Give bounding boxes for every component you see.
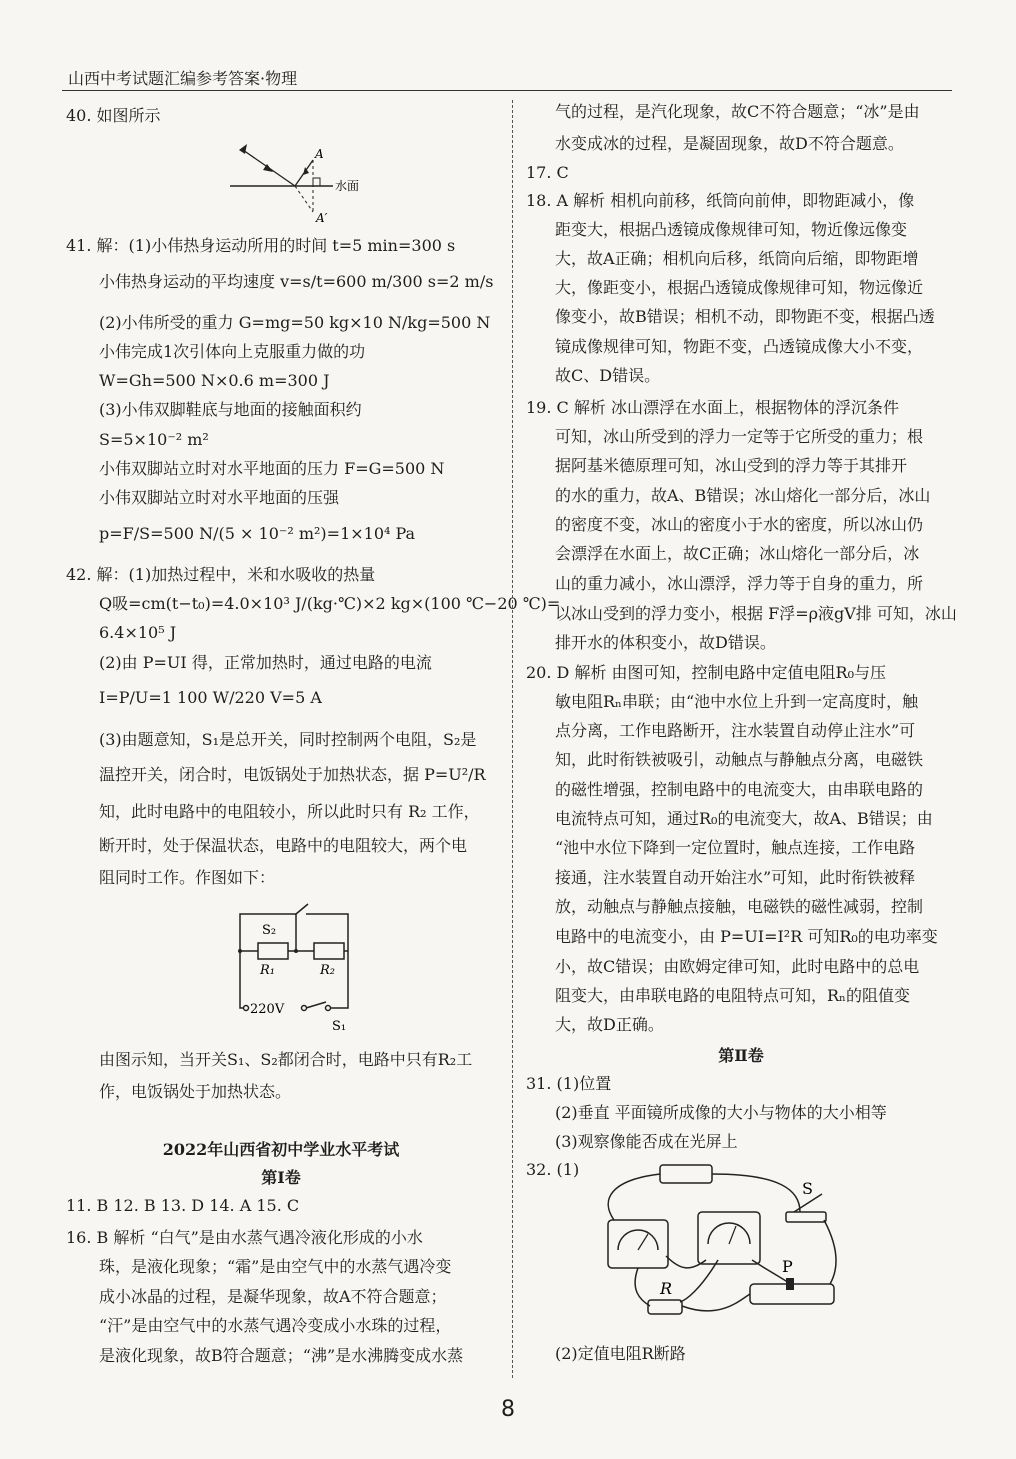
ammeter [608,1220,668,1268]
switch-s2-blade [296,904,308,914]
text-line: 温控开关，闭合时，电饭锅处于加热状态，据 P=U²/R [99,765,486,784]
text-line: 成小冰晶的过程，是凝华现象，故A不符合题意； [99,1287,447,1306]
answers-row: 11. B 12. B 13. D 14. A 15. C [66,1196,300,1215]
label-s2: S₂ [262,923,277,938]
text-line: 接通，注水装置自动开始注水”可知，此时衔铁被释 [555,868,916,887]
virtual-ray [295,186,313,212]
text-line: 小伟双脚站立时对水平地面的压力 F=G=500 N [99,459,445,478]
label-A: A [315,147,324,161]
text-line: 小伟热身运动的平均速度 v=s/t=600 m/300 s=2 m/s [99,272,494,291]
text-line: 据阿基米德原理可知，冰山受到的浮力等于其排开 [555,456,908,475]
section-title: 第Ⅱ卷 [718,1046,764,1065]
wire [712,1174,800,1212]
text-line: “池中水位下降到一定位置时，触点连接，工作电路 [555,838,916,857]
ammeter-scale [618,1230,658,1250]
terminal [244,1006,249,1011]
right-angle-mark [313,178,320,186]
wire [635,1268,650,1306]
label-p: P [782,1257,793,1276]
text-line: 点分离，工作电路断开，注水装置自动停止注水”可 [555,721,916,740]
wire [680,1260,718,1302]
text-line: 42. 解：(1)加热过程中，米和水吸收的热量 [66,565,376,584]
text-line: 阻变大，由串联电路的电阻特点可知，Rₙ的阻值变 [555,986,910,1005]
page-number: 8 [501,1397,515,1422]
text-line: 小伟完成1次引体向上克服重力做的功 [99,342,366,361]
text-line: (2)小伟所受的重力 G=mg=50 kg×10 N/kg=500 N [99,313,491,332]
text-line: 20. D 解析 由图可知，控制电路中定值电阻R₀与压 [526,663,886,682]
text-line: (2)定值电阻R断路 [555,1344,686,1363]
text-line: S=5×10⁻² m² [99,430,209,449]
circuit-apparatus-diagram [590,1160,850,1335]
section-title: 第Ⅰ卷 [261,1168,301,1187]
voltmeter [698,1212,760,1264]
header-rule [62,90,952,91]
text-line: 断开时，处于保温状态，电路中的电阻较大，两个电 [99,836,468,855]
text-line: 排开水的体积变小，故D错误。 [555,633,776,652]
wire [682,1294,750,1311]
label-r1: R₁ [260,963,275,978]
wire [666,1256,706,1268]
label-s1: S₁ [332,1019,347,1034]
text-line: 知，此时衔铁被吸引，动触点与静触点分离，电磁铁 [555,750,924,769]
label-r: R [660,1279,673,1298]
text-line: 以冰山受到的浮力变小，根据 F浮=ρ液gV排 可知，冰山 [555,604,957,623]
text-line: 大，故A正确；相机向后移，纸筒向后缩，即物距增 [555,249,919,268]
text-line: 可知，冰山所受到的浮力一定等于它所受的重力；根 [555,427,924,446]
text-line: Q吸=cm(t−t₀)=4.0×10³ J/(kg·℃)×2 kg×(100 ℃−20 ℃)= [99,594,561,613]
resistor-r1 [258,943,288,959]
text-line: 小，故C错误；由欧姆定律可知，此时电路中的总电 [555,957,920,976]
wire [824,1220,836,1284]
text-line: 知，此时电路中的电阻较小，所以此时只有 R₂ 工作， [99,802,480,821]
switch-base [786,1212,826,1222]
label-220v: 220V [250,1002,285,1017]
label-r2: R₂ [320,963,335,978]
battery [660,1165,712,1183]
text-line: 阻同时工作。作图如下： [99,868,276,887]
junction-dot [294,949,298,953]
label-s: S [802,1179,813,1198]
fixed-resistor [648,1300,682,1314]
text-line: 16. B 解析 “白气”是由水蒸气遇冷液化形成的小水 [66,1228,423,1247]
terminal [326,1006,331,1011]
column-divider [512,100,513,1378]
text-line: (3)由题意知，S₁是总开关，同时控制两个电阻，S₂是 [99,730,477,749]
resistor-r2 [314,943,344,959]
text-line: 镜成像规律可知，物距不变，凸透镜成像大小不变， [555,337,924,356]
exam-title: 2022年山西省初中学业水平考试 [162,1140,400,1159]
text-line: 水变成冰的过程，是凝固现象，故D不符合题意。 [555,134,904,153]
text-line: 的密度不变，冰山的密度小于水的密度，所以冰山仍 [555,515,924,534]
ammeter-needle [638,1234,648,1250]
text-line: (2)垂直 平面镜所成像的大小与物体的大小相等 [555,1103,887,1122]
text-line: 大，故D正确。 [555,1015,664,1034]
text-line: 像变小，故B错误；相机不动，即物距不变，根据凸透 [555,307,935,326]
text-line: 故C、D错误。 [555,366,661,385]
text-line: 大，像距变小，根据凸透镜成像规律可知，物远像近 [555,278,924,297]
text-line: (2)由 P=UI 得，正常加热时，通过电路的电流 [99,653,432,672]
label-water-surface: 水面 [335,179,360,193]
label-A-prime: A′ [316,211,328,222]
switch-s1-blade [306,1002,326,1008]
text-line: 18. A 解析 相机向前移，纸筒向前伸，即物距减小，像 [526,191,915,210]
text-line: (3)小伟双脚鞋底与地面的接触面积约 [99,400,362,419]
voltmeter-scale [708,1223,750,1244]
running-header: 山西中考试题汇编参考答案·物理 [68,69,298,88]
text-line: 32. (1) [526,1160,580,1179]
voltmeter-needle [729,1226,736,1244]
text-line: 气的过程，是汽化现象，故C不符合题意；“冰”是由 [555,102,920,121]
text-line: p=F/S=500 N/(5 × 10⁻² m²)=1×10⁴ Pa [99,524,416,543]
text-line: 的磁性增强，控制电路中的电流变大，由串联电路的 [555,780,924,799]
text-line: 放，动触点与静触点接触，电磁铁的磁性减弱，控制 [555,897,924,916]
terminal [302,1006,307,1011]
text-line: 31. (1)位置 [526,1074,612,1093]
text-line: 会漂浮在水面上，故C正确；冰山熔化一部分后，冰 [555,544,920,563]
heater-circuit-diagram [228,900,388,1035]
q40-label: 40. 如图所示 [66,106,161,125]
reflection-diagram [225,140,385,222]
text-line: 是液化现象，故B符合题意；“沸”是水沸腾变成水蒸 [99,1346,464,1365]
text-line: 距变大，根据凸透镜成像规律可知，物近像远像变 [555,220,908,239]
text-line: “汗”是由空气中的水蒸气遇冷变成小水珠的过程， [99,1316,452,1335]
text-line: I=P/U=1 100 W/220 V=5 A [99,688,322,707]
text-line: (3)观察像能否成在光屏上 [555,1132,738,1151]
junction-dot [238,949,242,953]
text-line: 的水的重力，故A、B错误；冰山熔化一部分后，冰山 [555,486,931,505]
text-line: 6.4×10⁵ J [99,623,177,642]
text-line: 电路中的电流变小，由 P=UI=I²R 可知R₀的电功率变 [555,927,938,946]
text-line: 敏电阻Rₙ串联；由“池中水位上升到一定高度时，触 [555,692,919,711]
text-line: 由图示知，当开关S₁、S₂都闭合时，电路中只有R₂工 [99,1050,473,1069]
text-line: W=Gh=500 N×0.6 m=300 J [99,371,330,390]
wire [306,914,348,1008]
wire [608,1174,660,1220]
text-line: 小伟双脚站立时对水平地面的压强 [99,488,340,507]
text-line: 19. C 解析 冰山漂浮在水面上，根据物体的浮沉条件 [526,398,899,417]
text-line: 作，电饭锅处于加热状态。 [99,1082,292,1101]
text-line: 山的重力减小，冰山漂浮，浮力等于自身的重力，所 [555,574,924,593]
text-line: 电流特点可知，通过R₀的电流变大，故A、B错误；由 [555,809,933,828]
text-line: 41. 解：(1)小伟热身运动所用的时间 t=5 min=300 s [66,236,456,255]
rheostat-slider [786,1278,794,1290]
text-line: 17. C [526,163,569,182]
text-line: 珠，是液化现象；“霜”是由空气中的水蒸气遇冷变 [99,1257,452,1276]
